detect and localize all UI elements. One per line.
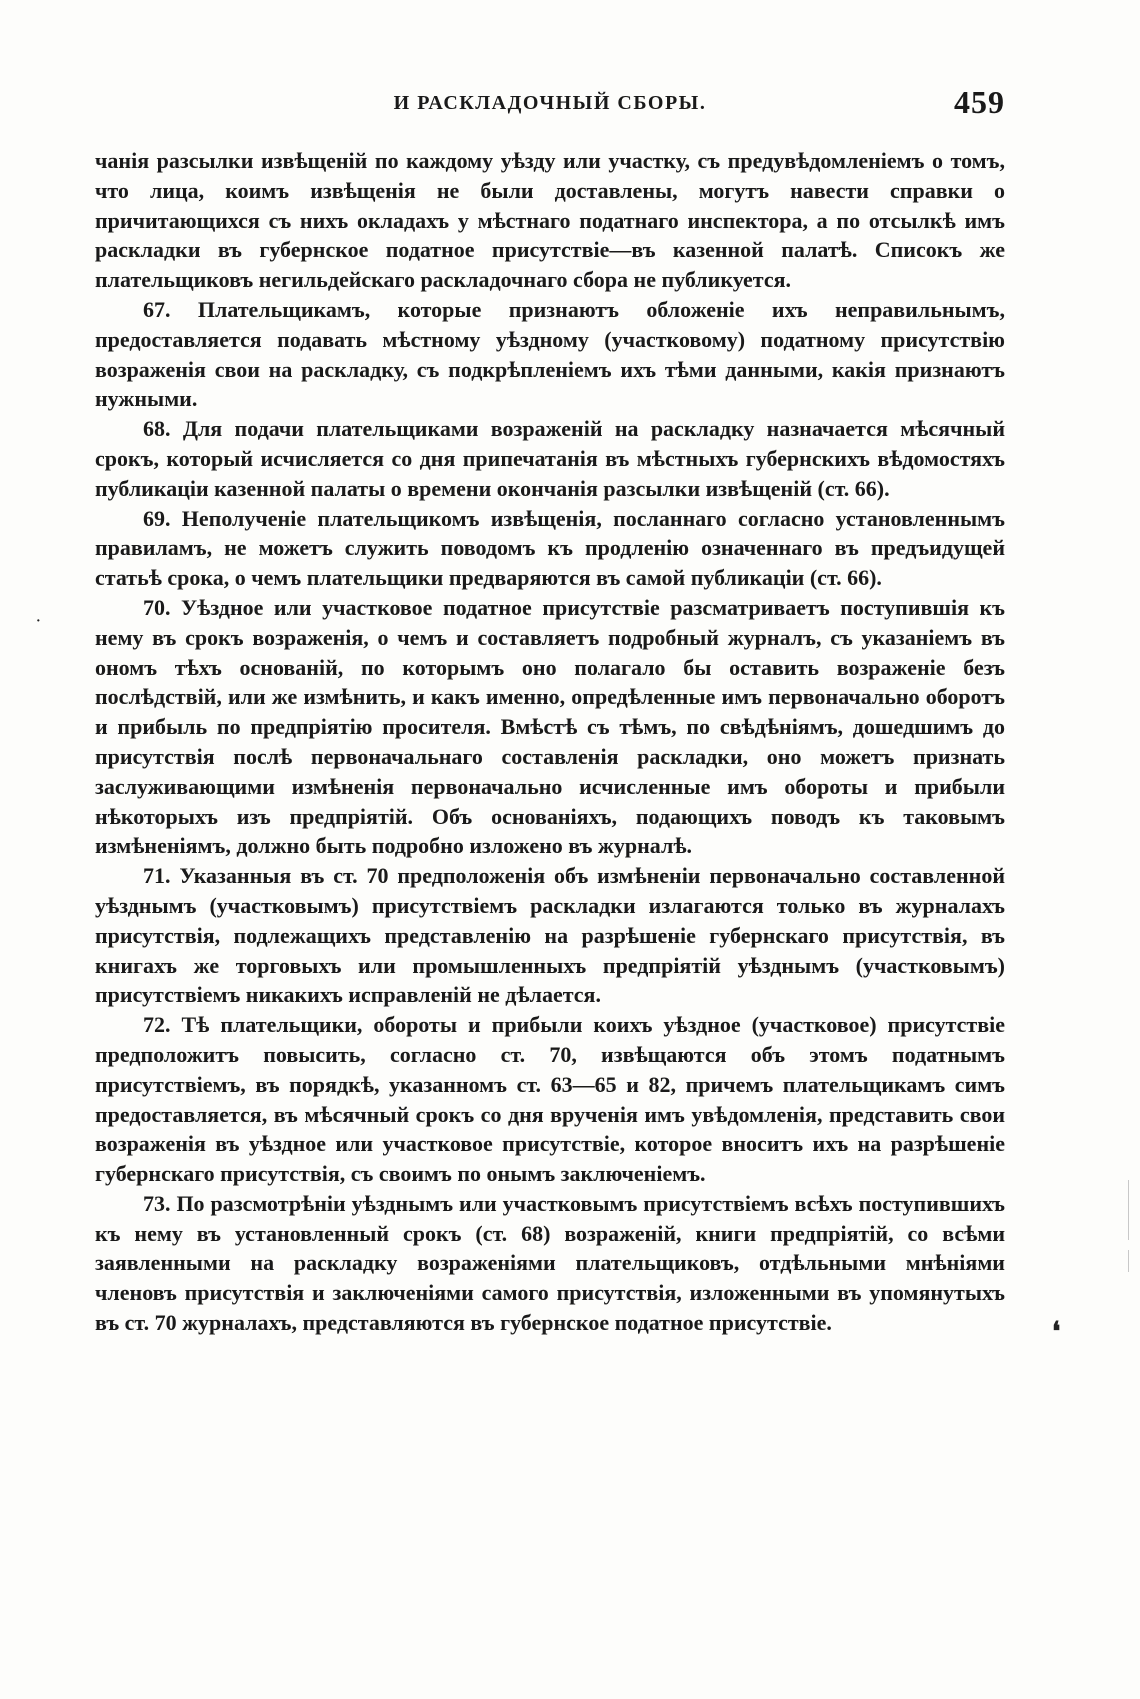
scan-edge-line [1128, 1250, 1129, 1272]
article-69: 69. Неполученіе плательщикомъ извѣщенія, посланнаго согласно установленнымъ правиламъ, не можетъ служить поводомъ къ продленію означеннаго въ предъидущей статьѣ срока, о чемъ плательщики предваряются въ самой публикаціи (ст. 66). [95, 505, 1005, 591]
article-73: 73. По разсмотрѣніи уѣзднымъ или участковымъ присутствіемъ всѣхъ поступившихъ къ нему въ установленный срокъ (ст. 68) возраженій, книги предпріятій, со всѣми заявленными на раскладку возраженіями плательщиковъ, отдѣльными мнѣніями членовъ присутствія и заключеніями самого присутствія, изложенными въ упомянутыхъ въ ст. 70 журналахъ, представляются въ губернское податное присутствіе. [95, 1190, 1005, 1336]
body-text [95, 146, 1005, 1338]
margin-dot-mark: · [36, 614, 41, 629]
article-71: 71. Указанныя въ ст. 70 предположенія объ измѣненіи первоначально составленной уѣзднымъ (участковымъ) присутствіемъ раскладки излагаются только въ журналахъ присутствія, подлежащихъ представленію на разрѣшеніе губернскаго присутствія, въ книгахъ же торговыхъ или промышленныхъ предпріятій уѣзднымъ (участковымъ) присутствіемъ никакихъ исправленій не дѣлается. [95, 863, 1005, 1008]
article-67: 67. Плательщикамъ, которые признаютъ обложеніе ихъ неправильнымъ, предоставляется подавать мѣстному уѣздному (участковому) податному присутствію возраженія свои на раскладку, съ подкрѣпленіемъ ихъ тѣми данными, какія признаютъ нужными. [95, 296, 1005, 412]
margin-ink-mark: ❛ [1052, 1317, 1061, 1346]
article-68: 68. Для подачи плательщиками возраженій на раскладку назначается мѣсячный срокъ, который исчисляется со дня припечатанія въ мѣстныхъ губернскихъ вѣдомостяхъ публикаціи казенной палаты о времени окончанія разсылки извѣщеній (ст. 66). [95, 416, 1005, 501]
scan-edge-line [1128, 1180, 1129, 1240]
page-number: 459 [954, 84, 1005, 120]
paragraph-continuation: чанія разсылки извѣщеній по каждому уѣзду или участку, съ предувѣдомленіемъ о томъ, что лица, коимъ извѣщенія не были доставлены, могутъ навести справки о причитающихся съ нихъ окладахъ у мѣстнаго податнаго инспектора, а по отсылкѣ имъ раскладки въ губернское податное присутствіе—въ казенной палатѣ. Списокъ же плательщиковъ негильдейскаго раскладочнаго сбора не публикуется. [95, 148, 1005, 293]
running-head [95, 84, 1005, 124]
article-70: 70. Уѣздное или участковое податное присутствіе разсматриваетъ поступившія къ нему въ срокъ возраженія, о чемъ и составляетъ подробный журналъ, съ указаніемъ въ ономъ тѣхъ основаній, по которымъ оно полагало бы оставить возраженіе безъ послѣдствій, или же измѣнить, и какъ именно, опредѣленные имъ первоначально оборотъ и прибыль по предпріятію просителя. Вмѣстѣ съ тѣмъ, по свѣдѣніямъ, дошедшимъ до присутствія послѣ первоначальнаго составленія раскладки, оно можетъ признать заслуживающими измѣненія первоначально исчисленные имъ обороты и прибыли нѣкоторыхъ изъ предпріятій. Объ основаніяхъ, подающихъ поводъ къ таковымъ измѣненіямъ, должно быть подробно изложено въ журналѣ. [95, 594, 1005, 859]
article-72: 72. Тѣ плательщики, обороты и прибыли коихъ уѣздное (участковое) присутствіе предположитъ повысить, согласно ст. 70, извѣщаются объ этомъ податнымъ присутствіемъ, въ порядкѣ, указанномъ ст. 63—65 и 82, причемъ плательщикамъ симъ предоставляется, въ мѣсячный срокъ со дня врученія имъ увѣдомленія, представить свои возраженія въ уѣздное или участковое присутствіе, которое вноситъ ихъ на разрѣшеніе губернскаго присутствія, съ своимъ по онымъ заключеніемъ. [95, 1012, 1005, 1187]
running-title: И РАСКЛАДОЧНЫЙ СБОРЫ. [393, 92, 707, 114]
